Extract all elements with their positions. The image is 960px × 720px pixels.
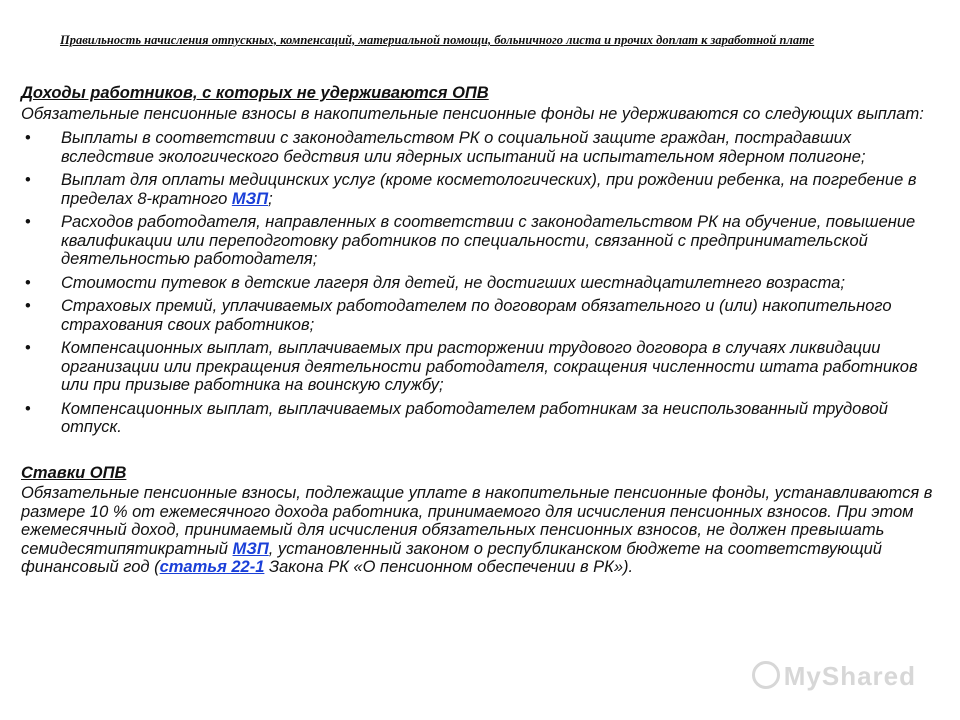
rates-text-part2: , установленный законом о республиканском бюджете на соответствующий финансовый год (: [21, 539, 882, 576]
bullet-icon: •: [25, 399, 31, 418]
watermark-logo: [752, 661, 916, 692]
mzp-link[interactable]: МЗП: [231, 189, 269, 208]
list-item-text: Страховых премий, уплачиваемых работодателем по договорам обязательного и (или) накопительного страхования своих работников;: [61, 297, 892, 334]
list-item: [21, 400, 933, 437]
bullet-icon: •: [25, 297, 31, 315]
exempt-payments-list: [21, 129, 933, 437]
section-heading-income: Доходы работников, с которых не удерживаются ОПВ: [21, 84, 489, 102]
rates-paragraph: [21, 484, 933, 577]
list-item-text: Компенсационных выплат, выплачиваемых работодателем работникам за неиспользованный трудовой отпуск.: [61, 399, 888, 436]
list-item-text: Стоимости путевок в детские лагеря для детей, не достигших шестнадцатилетнего возраста;: [61, 273, 845, 292]
list-item-text: Выплаты в соответствии с законодательством РК о социальной защите граждан, пострадавших вследствие экологического бедствия или ядерных испытаний на испытательном ядерном полигоне;: [61, 129, 866, 166]
bullet-icon: •: [25, 273, 31, 292]
list-item: [21, 213, 933, 269]
list-item-tail: ;: [268, 189, 273, 208]
section-intro: Обязательные пенсионные взносы в накопительные пенсионные фонды не удерживаются со следующих выплат:: [21, 104, 924, 123]
article-22-1-link[interactable]: статья 22-1: [159, 558, 265, 576]
mzp-link[interactable]: МЗП: [232, 539, 269, 558]
section-spacer: [21, 442, 933, 464]
document-body: [21, 84, 933, 577]
bullet-icon: •: [25, 339, 31, 357]
bullet-icon: •: [25, 213, 31, 231]
bullet-icon: •: [25, 171, 31, 189]
section-heading-rates: Ставки ОПВ: [21, 463, 127, 482]
list-item-text: Расходов работодателя, направленных в соответствии с законодательством РК на обучение, повышение квалификации или переподготовку работников по специальности, связанной с предпринимательской деятельностью работодателя;: [61, 213, 916, 268]
watermark-icon: [752, 661, 780, 689]
page-title: Правильность начисления отпускных, компенсаций, материальной помощи, больничного листа и прочих доплат к заработной плате: [60, 33, 815, 47]
list-item: [21, 129, 933, 166]
list-item: [21, 339, 933, 395]
list-item: [21, 171, 933, 208]
list-item: [21, 274, 933, 293]
list-item-text: Выплат для оплаты медицинских услуг (кроме косметологических), при рождении ребенка, на погребение в пределах 8-кратного: [61, 171, 917, 208]
rates-text-part3: Закона РК «О пенсионном обеспечении в РК»).: [264, 558, 634, 576]
bullet-icon: •: [25, 129, 31, 147]
list-item: [21, 297, 933, 334]
list-item-text: Компенсационных выплат, выплачиваемых при расторжении трудового договора в случаях ликвидации организации или прекращения деятельности работодателя, сокращения численности штата работников или при призыве работника на воинскую службу;: [61, 339, 918, 394]
watermark-text: MyShared: [783, 661, 916, 691]
rates-text-part1: Обязательные пенсионные взносы, подлежащие уплате в накопительные пенсионные фонды, устанавливаются в размере 10 % от ежемесячного дохода работника, принимаемого для исчисления пенсионных взносов. При этом ежемесячный доход, принимаемый для исчисления обязательных пенсионных взносов, не должен превышать семидесятипятикратный: [21, 484, 933, 558]
